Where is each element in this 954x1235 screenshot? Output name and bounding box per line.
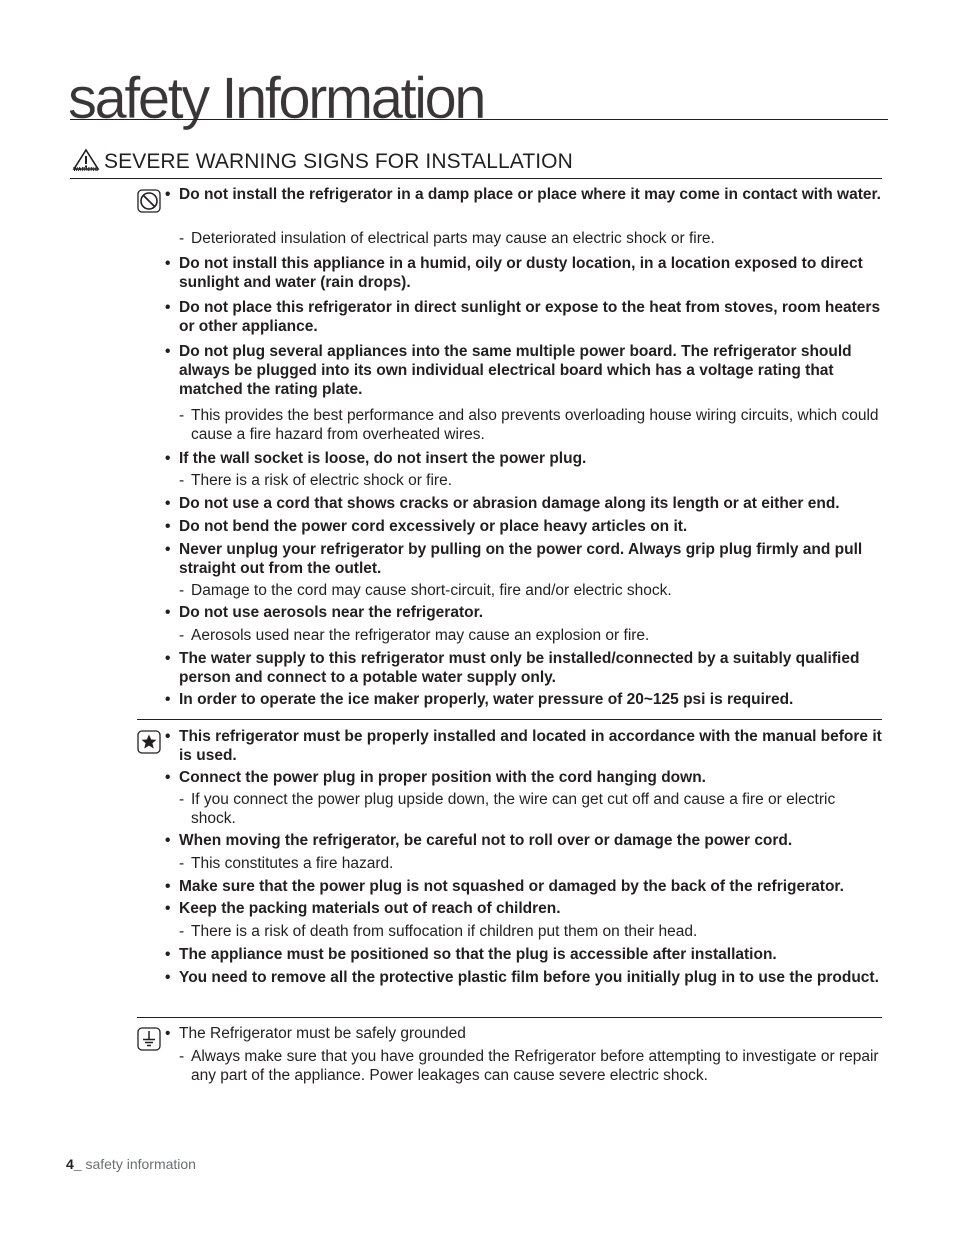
list-item: • Do not place this refrigerator in direct sunlight or expose to the heat from stoves, room heaters or other appliance. [165, 298, 883, 336]
list-item: • The appliance must be positioned so that the plug is accessible after installation. [165, 945, 777, 964]
list-item: • The Refrigerator must be safely grounded [165, 1024, 466, 1043]
list-subitem: - Deteriorated insulation of electrical parts may cause an electric shock or fire. [165, 229, 715, 248]
list-item: • If the wall socket is loose, do not insert the power plug. [165, 449, 586, 468]
list-subitem: - There is a risk of death from suffocation if children put them on their head. [165, 922, 697, 941]
page-title: safety Information [68, 66, 484, 131]
warning-label: WARNING [73, 167, 99, 173]
list-subitem: - This constitutes a fire hazard. [165, 854, 393, 873]
section-header [70, 146, 882, 179]
footer-label: safety information [85, 1156, 196, 1172]
list-item: • Do not install the refrigerator in a damp place or place where it may come in contact with water. [165, 185, 881, 204]
list-item: • In order to operate the ice maker properly, water pressure of 20~125 psi is required. [165, 690, 793, 709]
list-item: • Never unplug your refrigerator by pulling on the power cord. Always grip plug firmly and pull straight out from the outlet. [165, 540, 883, 578]
prohibited-block [137, 185, 882, 715]
important-block [137, 726, 882, 1011]
list-item: • You need to remove all the protective plastic film before you initially plug in to use the product. [165, 968, 879, 987]
list-item: • The water supply to this refrigerator must only be installed/connected by a suitably qualified person and connect to a potable water supply only. [165, 649, 883, 687]
title-rule [70, 119, 888, 120]
list-item: • Do not plug several appliances into the same multiple power board. The refrigerator should always be plugged into its own individual electrical board which has a voltage rating that matched the rating plate. [165, 342, 883, 399]
list-subitem: - If you connect the power plug upside down, the wire can get cut off and cause a fire or electric shock. [165, 790, 883, 828]
section-title: SEVERE WARNING SIGNS FOR INSTALLATION [104, 150, 573, 173]
list-subitem: - This provides the best performance and also prevents overloading house wiring circuits, which could cause a fire hazard from overheated wires. [165, 406, 883, 444]
list-item: • Connect the power plug in proper position with the cord hanging down. [165, 768, 706, 787]
list-item: • Keep the packing materials out of reach of children. [165, 899, 561, 918]
list-item: • Do not bend the power cord excessively or place heavy articles on it. [165, 517, 687, 536]
ground-block [137, 1023, 882, 1093]
page-footer [66, 1156, 196, 1172]
list-item: • Do not use a cord that shows cracks or abrasion damage along its length or at either end. [165, 494, 840, 513]
page-number: 4_ [66, 1156, 82, 1172]
list-subitem: - There is a risk of electric shock or fire. [165, 471, 452, 490]
list-subitem: - Always make sure that you have grounded the Refrigerator before attempting to investigate or repair any part of the appliance. Power leakages can cause severe electric shock. [165, 1047, 883, 1085]
block-divider [137, 719, 882, 720]
list-subitem: - Damage to the cord may cause short-circuit, fire and/or electric shock. [165, 581, 672, 600]
star-icon [137, 730, 159, 752]
list-item: • Do not install this appliance in a humid, oily or dusty location, in a location exposed to direct sunlight and water (rain drops). [165, 254, 883, 292]
list-item: • This refrigerator must be properly installed and located in accordance with the manual before it is used. [165, 727, 883, 765]
list-item: • Make sure that the power plug is not squashed or damaged by the back of the refrigerator. [165, 877, 844, 896]
ground-icon [137, 1027, 159, 1049]
block-divider [137, 1017, 882, 1018]
prohibited-icon [137, 189, 159, 211]
list-subitem: - Aerosols used near the refrigerator may cause an explosion or fire. [165, 626, 649, 645]
list-item: • Do not use aerosols near the refrigerator. [165, 603, 483, 622]
list-item: • When moving the refrigerator, be careful not to roll over or damage the power cord. [165, 831, 792, 850]
